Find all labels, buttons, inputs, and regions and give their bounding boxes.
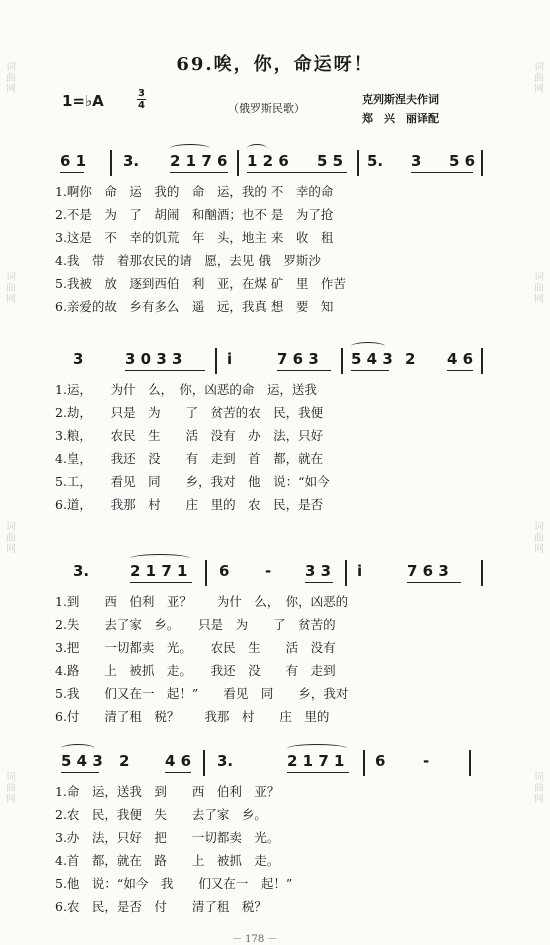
note-group: 4 6 (165, 752, 192, 770)
note-group: 3 (411, 152, 422, 170)
note-group: 5. (367, 152, 384, 170)
lyric-verse-2: 2.不是 为 了 胡闹 和酗酒；也不 是 为了抢 (55, 207, 334, 222)
lyric-verse-5: 5.我被 放 逐到西伯 利 亚，在煤 矿 里 作苦 (55, 276, 346, 291)
lyric-verse-5: 5.他 说：“如今 我 们又在一 起！” (55, 876, 293, 891)
time-signature (137, 88, 146, 111)
note-group: 2 (119, 752, 130, 770)
note-group: 5 5 (317, 152, 344, 170)
lyric-verse-2: 2.失 去了家 乡。 只是 为 了 贫苦的 (55, 617, 336, 632)
note-group: 5 4 3 (351, 350, 393, 368)
lyric-verse-1: 1.到 西 伯利 亚？ 为什 么， 你，凶恶的 (55, 594, 349, 609)
note-group: 3 3 (305, 562, 332, 580)
note-group: 3. (217, 752, 234, 770)
song-title: 69.唉，你，命运呀！ (176, 54, 374, 75)
watermark-left-1: 词 曲 网 (6, 62, 16, 95)
note-group: 7 6 3 (277, 350, 319, 368)
score-system-2 (55, 346, 485, 516)
note-group: - (265, 562, 272, 580)
lyricist-credit: 克列斯涅夫作词 (362, 93, 439, 106)
note-group: i (357, 562, 363, 580)
score-system-1 (55, 148, 485, 318)
lyric-verse-6: 6.付 清了租 税？ 我那 村 庄 里的 (55, 709, 330, 724)
translator-credit: 郑 兴 丽译配 (362, 112, 439, 125)
lyric-verse-5: 5.我 们又在一 起！” 看见 同 乡，我对 (55, 686, 349, 701)
note-group: 2 (405, 350, 416, 368)
note-group: 2 1 7 1 (130, 562, 188, 580)
notation-row (55, 148, 485, 174)
lyric-verse-2: 2.劫， 只是 为 了 贫苦的农 民，我便 (55, 405, 324, 420)
note-group: 3. (123, 152, 140, 170)
watermark-left-2: 词 曲 网 (6, 272, 16, 305)
lyric-verse-6: 6.农 民，是否 付 清了租 税？ (55, 899, 267, 914)
meter-bottom: 4 (138, 100, 145, 111)
note-group: i (227, 350, 233, 368)
meter-top: 3 (138, 88, 145, 99)
note-group: 2 1 7 6 (170, 152, 228, 170)
note-group: 5 4 3 (61, 752, 103, 770)
watermark-left-4: 词 曲 网 (6, 772, 16, 805)
lyric-verse-5: 5.工， 看见 同 乡，我对 他 说：“如今 (55, 474, 330, 489)
note-group: 1 2 6 (247, 152, 289, 170)
note-group: 6 (375, 752, 386, 770)
lyric-verse-3: 3.这是 不 幸的饥荒 年 头，地主 来 收 租 (55, 230, 334, 245)
song-origin: （俄罗斯民歌） (228, 102, 305, 115)
note-group: 7 6 3 (407, 562, 449, 580)
score-system-4 (55, 748, 485, 918)
notation-row (55, 346, 485, 372)
lyric-verse-4: 4.路 上 被抓 走。 我还 没 有 走到 (55, 663, 336, 678)
lyric-verse-3: 3.粮， 农民 生 活 没有 办 法，只好 (55, 428, 324, 443)
note-group: 3 (73, 350, 84, 368)
note-group: 4 6 (447, 350, 474, 368)
lyric-verse-4: 4.皇， 我还 没 有 走到 首 都，就在 (55, 451, 324, 466)
lyric-verse-3: 3.办 法，只好 把 一切都卖 光。 (55, 830, 280, 845)
note-group: 6 (219, 562, 230, 580)
page-number: － 178 － (232, 934, 278, 945)
lyric-verse-3: 3.把 一切都卖 光。 农民 生 活 没有 (55, 640, 336, 655)
lyric-verse-1: 1.啊你 命 运 我的 命 运，我的 不 幸的命 (55, 184, 334, 199)
note-group: 3. (73, 562, 90, 580)
note-group: 5 6 (449, 152, 476, 170)
notation-row (55, 748, 485, 774)
key-signature: 1=♭A (62, 92, 104, 110)
lyric-verse-4: 4.我 带 着那农民的请 愿，去见 俄 罗斯沙 (55, 253, 321, 268)
watermark-right-4: 词 曲 网 (534, 772, 544, 805)
lyric-verse-1: 1.命 运，送我 到 西 伯利 亚？ (55, 784, 280, 799)
note-group: 6 1 (60, 152, 87, 170)
note-group: 3 0 3 3 (125, 350, 183, 368)
score-system-3 (55, 558, 485, 728)
notation-row (55, 558, 485, 584)
lyric-verse-6: 6.道， 我那 村 庄 里的 农 民，是否 (55, 497, 324, 512)
lyric-verse-1: 1.运， 为什 么， 你，凶恶的命 运，送我 (55, 382, 317, 397)
lyric-verse-6: 6.亲爱的故 乡有多么 遥 远，我真 想 要 知 (55, 299, 334, 314)
watermark-right-2: 词 曲 网 (534, 272, 544, 305)
lyric-verse-4: 4.首 都，就在 路 上 被抓 走。 (55, 853, 280, 868)
watermark-right-1: 词 曲 网 (534, 62, 544, 95)
watermark-right-3: 词 曲 网 (534, 522, 544, 555)
note-group: - (423, 752, 430, 770)
watermark-left-3: 词 曲 网 (6, 522, 16, 555)
note-group: 2 1 7 1 (287, 752, 345, 770)
lyric-verse-2: 2.农 民，我便 失 去了家 乡。 (55, 807, 267, 822)
